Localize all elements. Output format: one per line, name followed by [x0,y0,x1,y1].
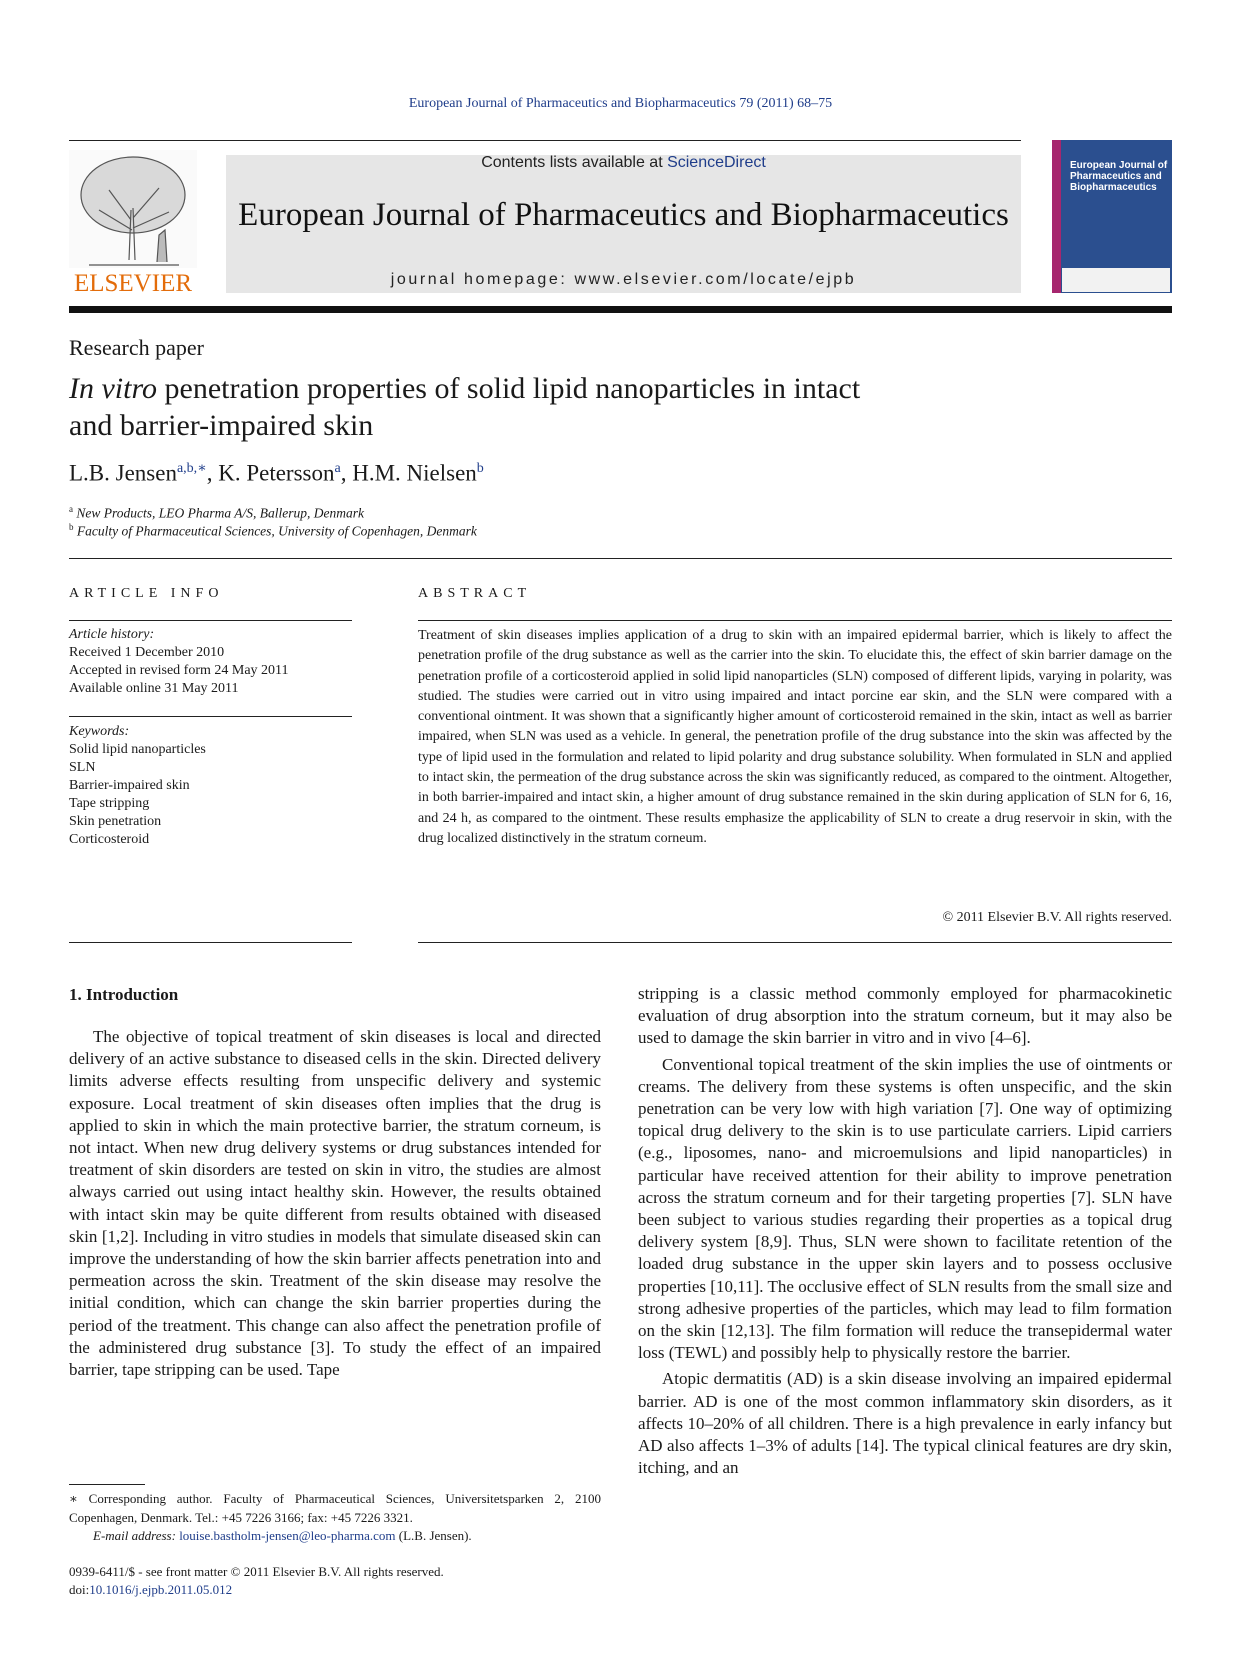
title-line1-rest: penetration properties of solid lipid nanoparticles in intact [157,372,861,405]
header-thick-rule [69,306,1172,313]
header-rule [69,140,1021,141]
cover-stripe [1052,140,1061,293]
affiliation-sup: b [69,522,74,532]
author-affil-sup[interactable]: b [476,461,484,476]
elsevier-wordmark: ELSEVIER [73,270,193,297]
journal-citation[interactable]: European Journal of Pharmaceutics and Biopharmaceutics 79 (2011) 68–75 [408,96,833,111]
body-paragraph: Atopic dermatitis (AD) is a skin disease involving an impaired epidermal barrier. AD is one of the most common inflammatory skin disorders, as it affects 10–20% of all children. There is a high prevalence in early infancy but AD also affects 1–3% of adults [14]. The typical clinical features are dry skin, itching, and an [638,1369,1172,1478]
email-link[interactable]: louise.bastholm-jensen@leo-pharma.com [179,1528,396,1543]
author-list: L.B. Jensen$^{a,b,∗}$, K. Petersson$^a$, H.M. Nielsen$^b$ [69,460,484,486]
keyword: Barrier-impaired skin [69,778,190,793]
contents-prefix: Contents lists available at [481,154,668,171]
footnote-rule [69,1484,145,1485]
email-line [69,1527,601,1546]
body-paragraph: The objective of topical treatment of skin diseases is local and directed delivery of an active substance to diseased cells in the skin. Directed delivery limits adverse effects resulting from unspecific delivery and systemic exposure. Local treatment of skin diseases often implies that the drug is applied to skin in which the main protective barrier, the stratum corneum, is not intact. When new drug delivery systems or drug substances intended for treatment of skin disorders are tested on skin in vitro, the studies are almost always carried out using intact healthy skin. However, the results obtained with intact skin may be quite different from results obtained with diseased skin [1,2]. Including in vitro studies in models that simulate diseased skin can improve the understanding of how the skin barrier affects penetration into and permeation across the skin. Treatment of the skin disease may resolve the initial condition, which can change the skin barrier properties during the period of the treatment. This change can also affect the penetration profile of the administered drug substance [3]. To study the effect of an impaired barrier, tape stripping can be used. Tape [69,1027,601,1380]
author-name: K. Petersson [218,460,335,486]
author-affil-sup[interactable]: a,b,∗ [176,461,207,476]
contents-line [226,154,1021,172]
keyword: Tape stripping [69,796,150,811]
author-name: L.B. Jensen [69,460,177,486]
email-label: E-mail address: [93,1528,180,1543]
affiliation-text: New Products, LEO Pharma A/S, Ballerup, Denmark [76,505,364,521]
doi-label: doi: [69,1582,90,1597]
keyword: Corticosteroid [69,832,150,847]
keywords-list [69,741,206,849]
section-heading: 1. Introduction [69,985,179,1004]
journal-homepage[interactable]: journal homepage: www.elsevier.com/locate/ejpb [390,271,857,288]
sciencedirect-link[interactable]: ScienceDirect [667,154,766,171]
doi-link[interactable]: 10.1016/j.ejpb.2011.05.012 [89,1582,233,1597]
abstract-heading: ABSTRACT [418,586,532,601]
author-affil-sup[interactable]: a [334,461,341,476]
affiliation [69,522,477,540]
abstract-rule [418,942,1172,943]
title-italic: In vitro [69,372,158,405]
issn-line: 0939-6411/$ - see front matter © 2011 Elsevier B.V. All rights reserved. [69,1564,444,1579]
paper-title [69,370,1019,444]
affiliation [69,504,364,522]
body-paragraph: stripping is a classic method commonly employed for pharmacokinetic evaluation of drug absorption into the stratum corneum, but it may also be used to damage the skin barrier in vitro and in vivo [4–6]. [638,984,1172,1048]
author-name: H.M. Nielsen [352,460,477,486]
journal-name: European Journal of Pharmaceutics and Biopharmaceutics [238,197,1009,233]
article-info-heading: ARTICLE INFO [69,586,224,601]
cover-title: European Journal of Pharmaceutics and Biopharmaceutics [1070,160,1168,193]
history-item: Received 1 December 2010 [69,645,225,660]
corresponding-author-note: ∗ Corresponding author. Faculty of Pharmaceutical Sciences, Universitetsparken 2, 2100 Copenhagen, Denmark. Tel.: +45 7226 3166; fax: +45 7226 3321. [69,1491,601,1525]
abstract-rule [418,620,1172,621]
abstract-copyright: © 2011 Elsevier B.V. All rights reserved. [942,910,1172,925]
doi-line [69,1582,232,1598]
history-list [69,644,289,698]
affiliation-text: Faculty of Pharmaceutical Sciences, University of Copenhagen, Denmark [76,523,477,539]
keyword: Skin penetration [69,814,162,829]
keywords-label: Keywords: [69,724,130,739]
info-rule [69,620,352,621]
title-line2: and barrier-impaired skin [69,409,374,442]
history-item: Available online 31 May 2011 [69,681,239,696]
right-column [638,983,1172,1483]
footnote [69,1490,601,1546]
keyword: SLN [69,760,96,775]
cover-footer [1062,268,1170,292]
article-type: Research paper [69,335,204,360]
affiliation-sup: a [69,504,73,514]
history-item: Accepted in revised form 24 May 2011 [69,663,289,678]
section-rule [69,558,1172,559]
keyword: Solid lipid nanoparticles [69,742,206,757]
body-paragraph: Conventional topical treatment of the skin implies the use of ointments or creams. The delivery from these systems is often unspecific, and the skin penetration can be very low with high variation [7]. One way of optimizing topical drug delivery to the skin is to use particulate carriers. Lipid carriers (e.g., liposomes, nano- and microemulsions and lipid nanoparticles) in particular have received attention for their ability to improve penetration across the stratum corneum and for their targeting properties [7]. SLN have been subject to various studies regarding their properties as a topical drug delivery system [8,9]. Thus, SLN were shown to facilitate retention of the loaded drug substance in the upper skin layers and to possess occlusive properties [10,11]. The occlusive effect of SLN results from the small size and strong adhesive properties of the particles, which may lead to film formation on the skin [12,13]. The film formation will reduce the transepidermal water loss (TEWL) and possibly help to physically restore the barrier. [638,1054,1172,1363]
abstract-text: Treatment of skin diseases implies application of a drug to skin with an impaired epidermal barrier, which is likely to affect the penetration profile of the drug substance as well as the carrier into the skin. To elucidate this, the effect of skin barrier damage on the penetration profile of a corticosteroid applied in solid lipid nanoparticles (SLN) composed of different lipids, varying in polarity, was studied. The studies were carried out in vitro using impaired and intact porcine ear skin, and the SLN were compared with a conventional ointment. It was shown that a significantly higher amount of corticosteroid remained in the skin, intact as well as barrier impaired, when SLN was used as a vehicle. In general, the penetration profile of the drug substance into the skin was affected by the type of lipid used in the formulation and related to lipid polarity and drug substance solubility. When formulated in SLN and applied to intact skin, the permeation of the drug substance across the skin was significantly reduced, as compared to the ointment. Altogether, in both barrier-impaired and intact skin, a higher amount of drug substance remained in the skin during application of SLN for 6, 16, and 24 h, as compared to the ointment. These results emphasize the applicability of SLN to create a drug reservoir in skin, with the drug localized distinctively in the stratum corneum. [418,628,1172,846]
info-rule [69,716,352,717]
email-suffix: (L.B. Jensen). [395,1528,472,1543]
info-rule [69,942,352,943]
history-label: Article history: [69,627,155,642]
